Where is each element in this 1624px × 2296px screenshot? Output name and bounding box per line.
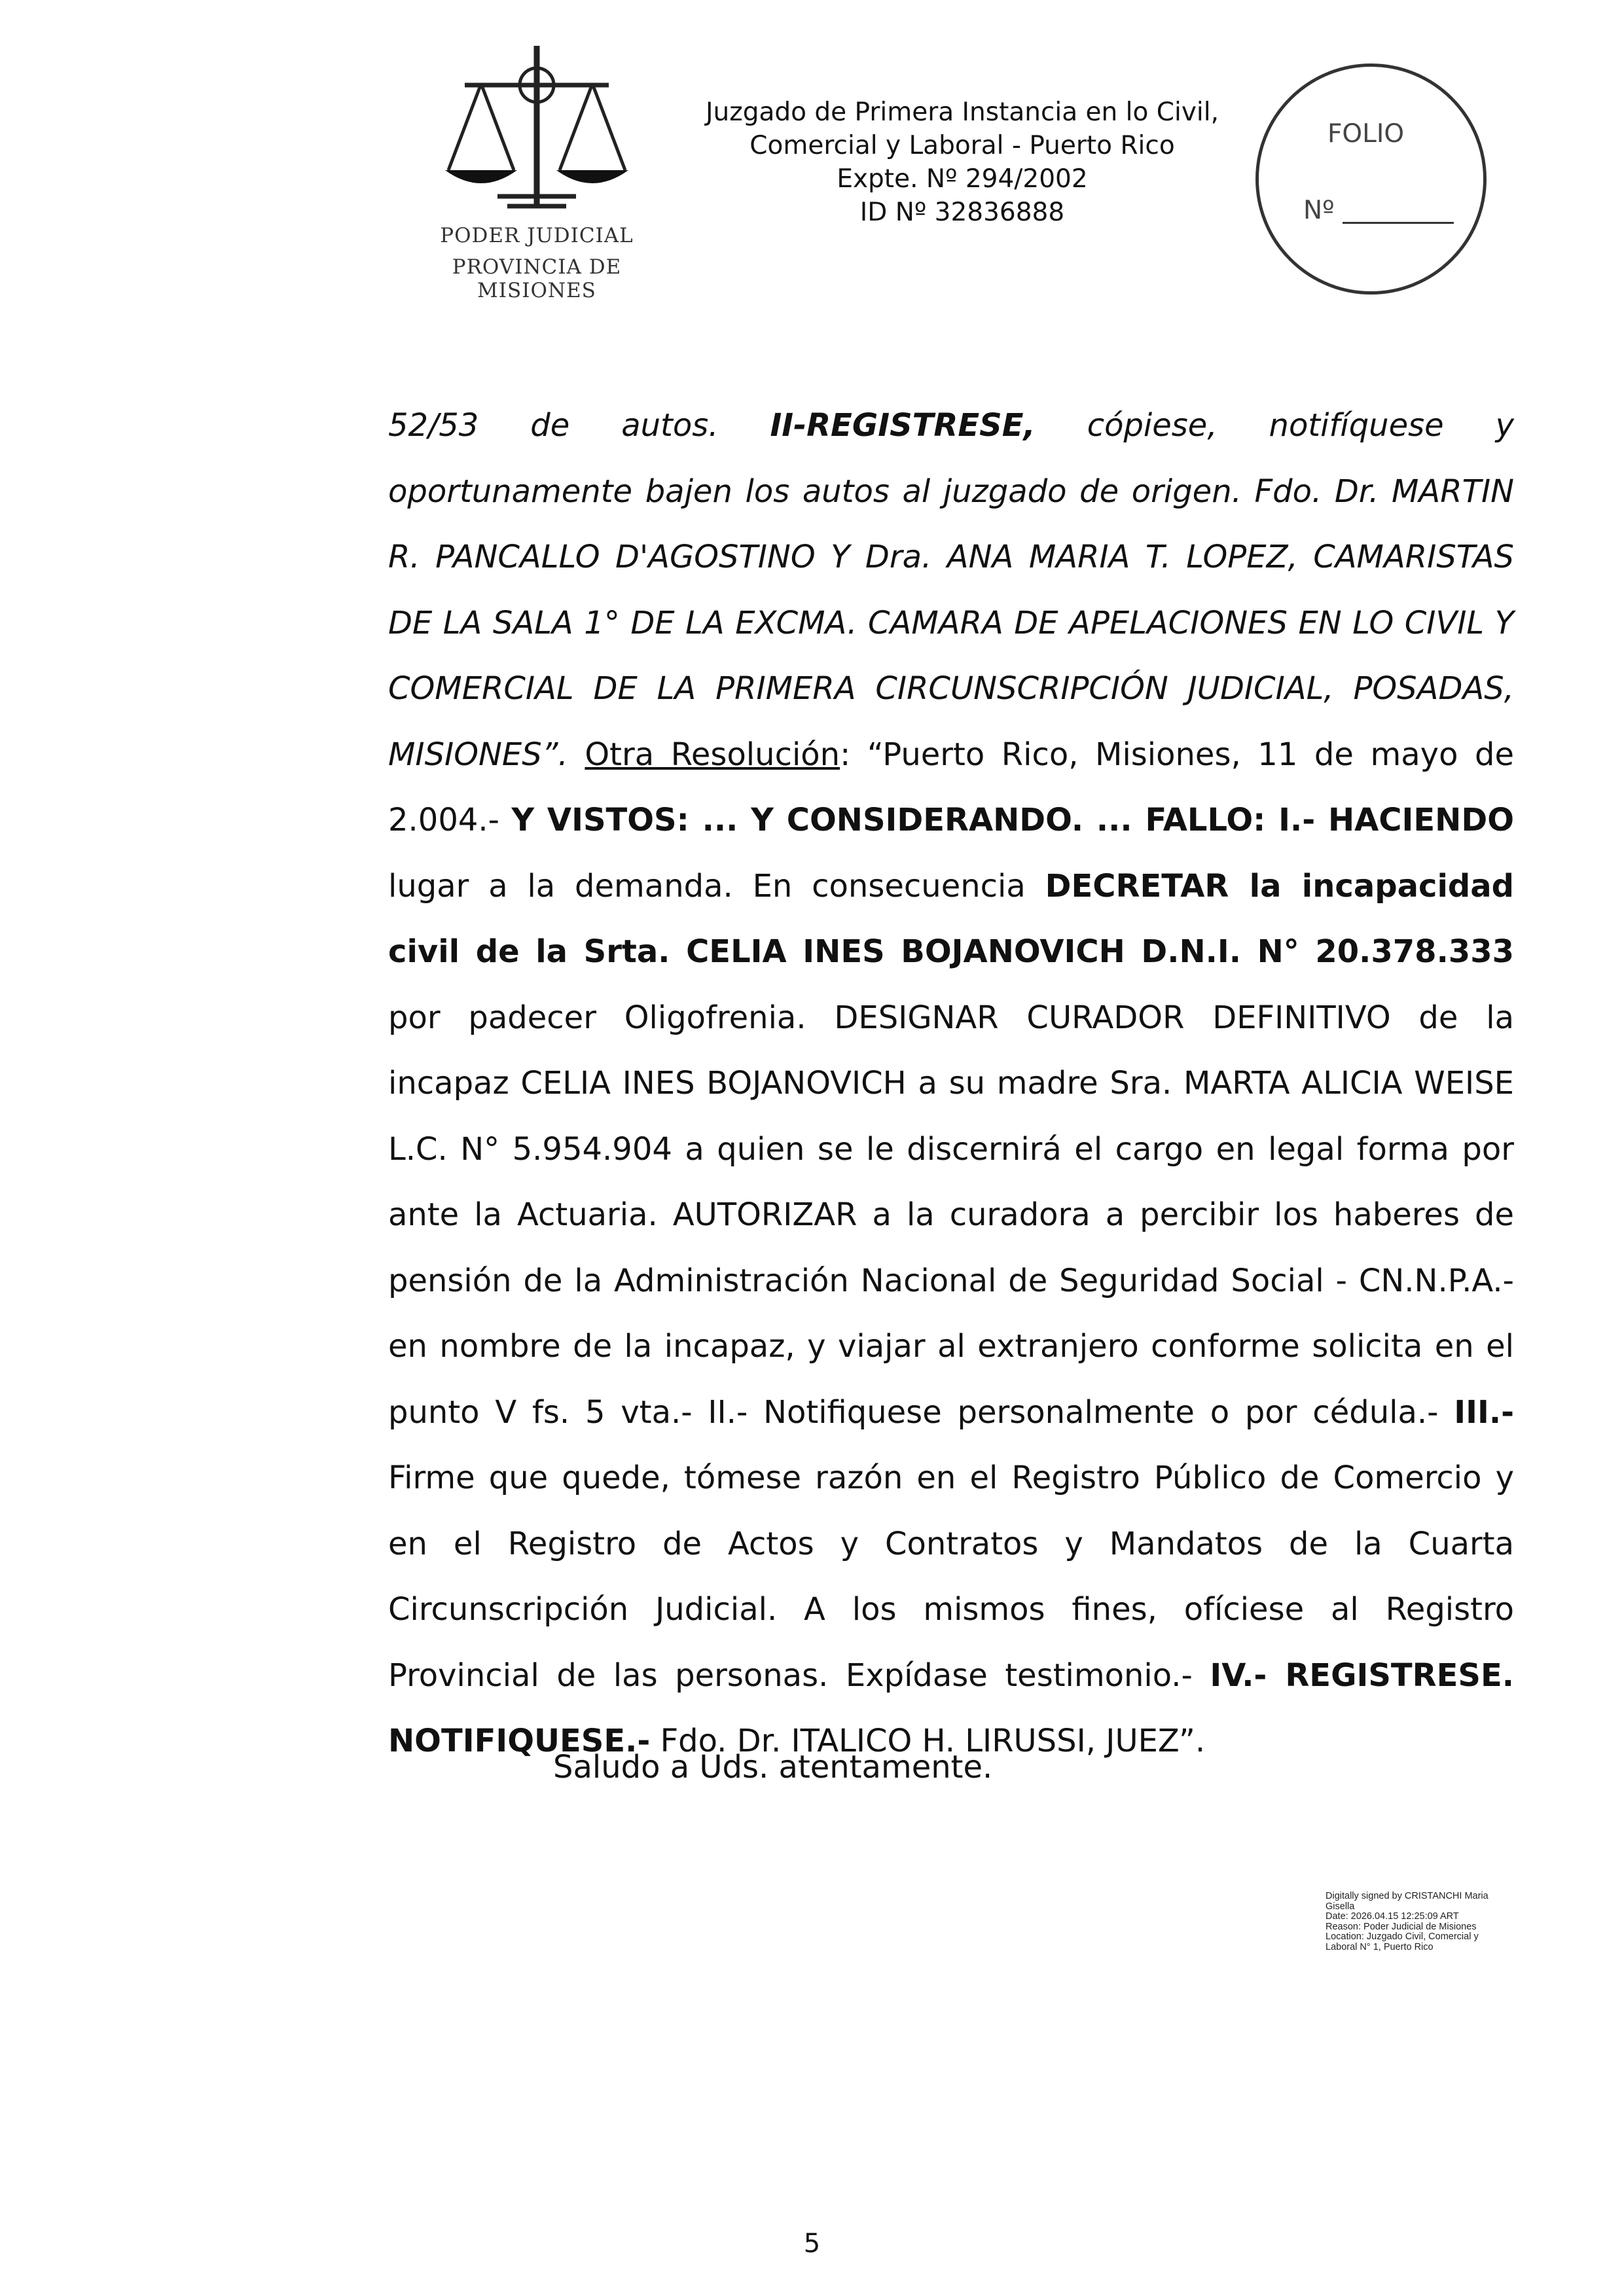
body-segment: cópiese, notifíquese y oportunamente bajen los autos al juzgado de origen. Fdo. Dr. MARTIN R. PANCALLO D'AGOSTINO Y Dra. ANA MARIA T. LOPEZ, CAMARISTAS DE LA SALA 1° DE LA EXCMA. CAMARA DE APELACIONES EN LO CIVIL Y COMERCIAL DE LA PRIMERA CIRCUNSCRIPCIÓN JUDICIAL, POSADAS, MISIONES”. <box>388 407 1514 773</box>
logo-text-provincia: PROVINCIA DE MISIONES <box>452 255 622 302</box>
header-court-name: Juzgado de Primera Instancia en lo Civil, <box>706 98 1219 127</box>
folio-stamp <box>1255 63 1487 295</box>
folio-label: FOLIO <box>1327 119 1405 149</box>
body-segment-bold: Y VISTOS: ... Y CONSIDERANDO. ... FALLO: I.- HACIENDO <box>511 802 1515 838</box>
body-segment-bold: IV.- REGISTRESE. NOTIFIQUESE.- <box>388 1657 1514 1759</box>
signature-reason: Reason: Poder Judicial de Misiones <box>1326 1921 1477 1932</box>
body-segment-underlined: Otra Resolución <box>585 736 840 773</box>
body-segment: 52/53 de autos. <box>388 407 770 444</box>
page-number: 5 <box>803 2229 821 2259</box>
signature-signer-cont: Gisella <box>1326 1901 1355 1912</box>
signature-location: Location: Juzgado Civil, Comercial y <box>1326 1931 1479 1942</box>
body-segment: Fdo. Dr. ITALICO H. LIRUSSI, JUEZ”. <box>650 1723 1206 1759</box>
logo-text-poder-judicial: PODER JUDICIAL <box>440 224 634 247</box>
court-header <box>668 96 1257 229</box>
signature-signer: Digitally signed by CRISTANCHI Maria <box>1326 1891 1489 1901</box>
digital-signature <box>1326 1892 1535 1952</box>
header-case-number: Expte. Nº 294/2002 <box>837 164 1088 194</box>
body-segment-bold: III.- <box>1454 1393 1514 1431</box>
court-logo <box>393 39 681 302</box>
closing-salutation: Saludo a Uds. atentamente. <box>553 1749 993 1785</box>
body-segment-bold: II-REGISTRESE, <box>770 407 1036 444</box>
body-segment <box>568 736 585 773</box>
body-segment-bold: DECRETAR la incapacidad civil de la Srta. CELIA INES BOJANOVICH D.N.I. N° 20.378.333 <box>388 867 1514 970</box>
folio-number-blank <box>1343 222 1454 224</box>
body-segment: Firme que quede, tómese razón en el Registro Público de Comercio y en el Registro de Actos y Contratos y Mandatos de la Cuarta Circunscripción Judicial. A los mismos fines, ofíciese al Registro Provincial de las personas. Expídase testimonio.- <box>388 1460 1514 1694</box>
signature-location-cont: Laboral N° 1, Puerto Rico <box>1326 1941 1434 1952</box>
body-segment: lugar a la demanda. En consecuencia <box>388 867 1045 905</box>
header-document-id: ID Nº 32836888 <box>859 198 1065 227</box>
header-court-location: Comercial y Laboral - Puerto Rico <box>749 131 1175 160</box>
scales-of-justice-icon <box>435 39 638 223</box>
body-segment: : “Puerto Rico, Misiones, 11 de mayo de 2.004.- <box>388 736 1515 838</box>
folio-number-label: Nº <box>1303 196 1335 225</box>
signature-date: Date: 2026.04.15 12:25:09 ART <box>1326 1911 1459 1922</box>
body-segment: por padecer Oligofrenia. DESIGNAR CURADOR DEFINITIVO de la incapaz CELIA INES BOJANOVICH a su madre Sra. MARTA ALICIA WEISE L.C. N° 5.954.904 a quien se le discernirá el cargo en legal forma por ante la Actuaria. AUTORIZAR a la curadora a percibir los haberes de pensión de la Administración Nacional de Seguridad Social - CN.N.P.A.- en nombre de la incapaz, y viajar al extranjero conforme solicita en el punto V fs. 5 vta.- II.- Notifiquese personalmente o por cédula.- <box>388 999 1514 1431</box>
document-body <box>388 393 1514 1774</box>
